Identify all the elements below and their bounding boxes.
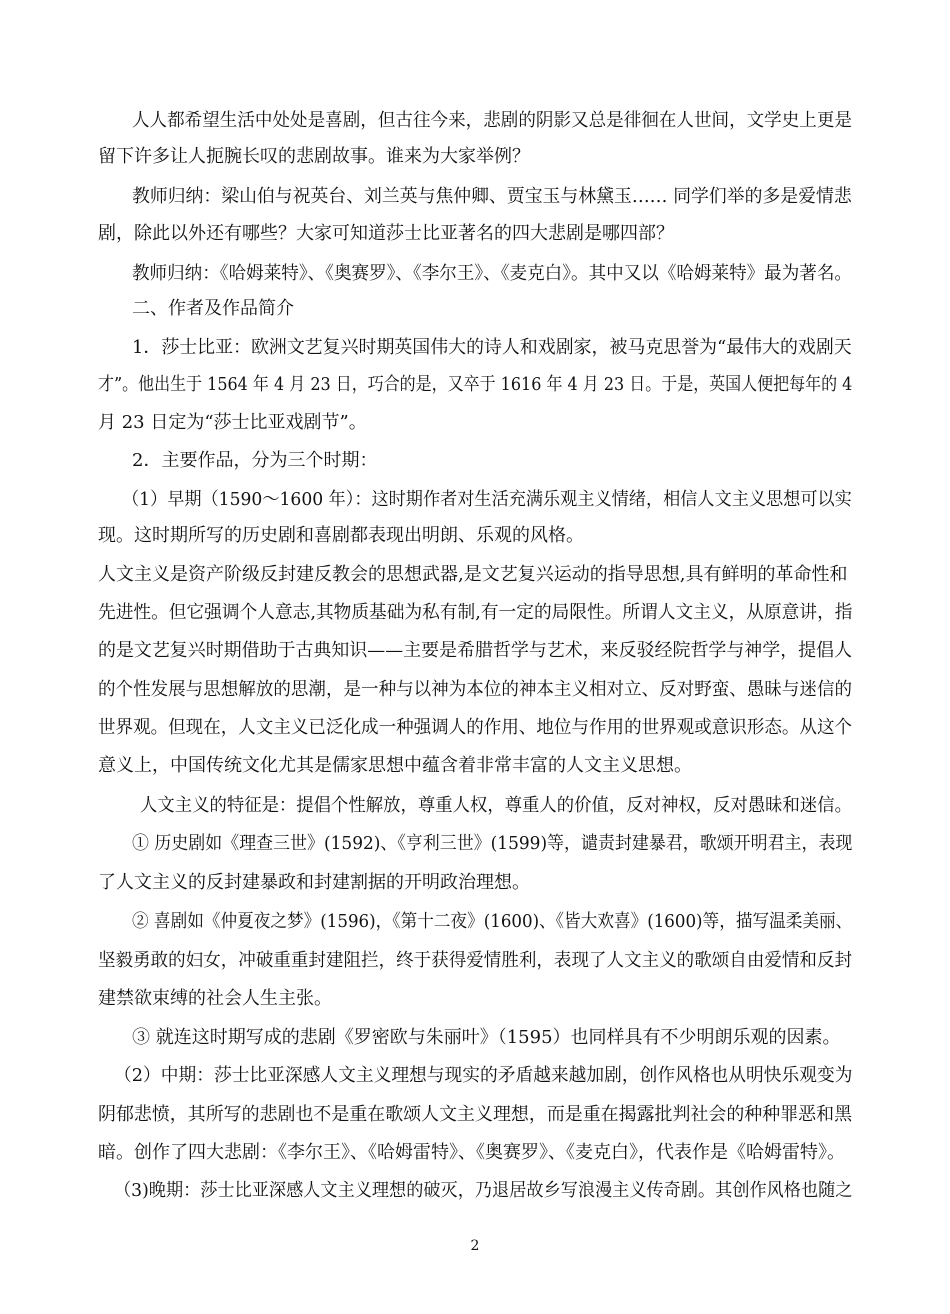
- text-line-21: 了人文主义的反封建暴政和封建割据的开明政治理想。: [98, 872, 530, 893]
- text-line-25: ③ 就连这时期写成的悲剧《罗密欧与朱丽叶》（1595）也同样具有不少明朗乐观的因素。: [132, 1027, 841, 1048]
- text-line-3: 教师归纳：梁山伯与祝英台、刘兰英与焦仲卿、贾宝玉与林黛玉…… 同学们举的多是爱情悲: [132, 186, 852, 207]
- text-line-9: 月 23 日定为“莎士比亚戏剧节”。: [98, 412, 367, 433]
- text-line-8: 才”。他出生于 1564 年 4 月 23 日，巧合的是，又卒于 1616 年 4 月 23 日。于是，英国人便把每年的 4: [98, 374, 853, 395]
- text-line-24: 建禁欲束缚的社会人生主张。: [98, 988, 332, 1009]
- text-line-14: 先进性。但它强调个人意志,其物质基础为私有制,有一定的局限性。所谓人文主义，从原意讲，指: [98, 602, 853, 623]
- text-line-16: 的个性发展与思想解放的思潮，是一种与以神为本位的神本主义相对立、反对野蛮、愚昧与迷信的: [98, 679, 853, 700]
- text-line-19: 人文主义的特征是：提倡个性解放，尊重人权，尊重人的价值，反对神权，反对愚昧和迷信。: [140, 795, 853, 816]
- text-line-10: 2．主要作品，分为三个时期：: [132, 450, 378, 471]
- text-line-4: 剧，除此以外还有哪些？大家可知道莎士比亚著名的四大悲剧是哪四部？: [98, 223, 674, 244]
- text-line-18: 意义上，中国传统文化尤其是儒家思想中蕴含着非常丰富的人文主义思想。: [98, 755, 692, 776]
- page-number: 2: [470, 1238, 480, 1254]
- text-line-12: 现。这时期所写的历史剧和喜剧都表现出明朗、乐观的风格。: [98, 525, 584, 546]
- text-line-17: 世界观。但现在，人文主义已泛化成一种强调人的作用、地位与作用的世界观或意识形态。从这个: [98, 717, 853, 738]
- text-line-2: 留下许多让人扼腕长叹的悲剧故事。谁来为大家举例？: [98, 146, 530, 167]
- text-line-29: （3)晚期：莎士比亚深感人文主义理想的破灭，乃退居故乡写浪漫主义传奇剧。其创作风格也随之: [114, 1180, 853, 1201]
- text-line-23: 坚毅勇敢的妇女，冲破重重封建阻拦，终于获得爱情胜利，表现了人文主义的歌颂自由爱情和反封: [98, 950, 853, 971]
- text-line-11: （1）早期（1590～1600 年）：这时期作者对生活充满乐观主义情绪，相信人文主义思想可以实: [122, 489, 852, 510]
- section-heading: 二、作者及作品简介: [132, 298, 294, 319]
- text-line-20: ① 历史剧如《理查三世》(1592)、《亨利三世》(1599)等，谴责封建暴君，歌颂开明君主，表现: [132, 833, 853, 854]
- text-line-15: 的是文艺复兴时期借助于古典知识——主要是希腊哲学与艺术，来反驳经院哲学与神学，提倡人: [98, 640, 853, 661]
- text-line-7: 1．莎士比亚：欧洲文艺复兴时期英国伟大的诗人和戏剧家，被马克思誉为“最伟大的戏剧天: [132, 337, 852, 358]
- text-line-5: 教师归纳：《哈姆莱特》、《奥赛罗》、《李尔王》、《麦克白》。其中又以《哈姆莱特》最为著名。: [132, 263, 852, 284]
- text-line-13: 人文主义是资产阶级反封建反教会的思想武器,是文艺复兴运动的指导思想,具有鲜明的革命性和: [98, 564, 848, 585]
- text-line-26: （2）中期：莎士比亚深感人文主义理想与现实的矛盾越来越加剧，创作风格也从明快乐观变为: [114, 1065, 853, 1086]
- text-line-28: 暗。创作了四大悲剧：《李尔王》、《哈姆雷特》、《奥赛罗》、《麦克白》，代表作是《哈姆雷特》。: [98, 1142, 845, 1163]
- text-line-22: ② 喜剧如《仲夏夜之梦》(1596)，《第十二夜》(1600)、《皆大欢喜》(1600)等，描写温柔美丽、: [132, 911, 853, 932]
- text-line-1: 人人都希望生活中处处是喜剧，但古往今来，悲剧的阴影又总是徘徊在人世间，文学史上更是: [132, 110, 852, 131]
- text-line-27: 阴郁悲愤，其所写的悲剧也不是重在歌颂人文主义理想，而是重在揭露批判社会的种种罪恶和黑: [98, 1104, 853, 1125]
